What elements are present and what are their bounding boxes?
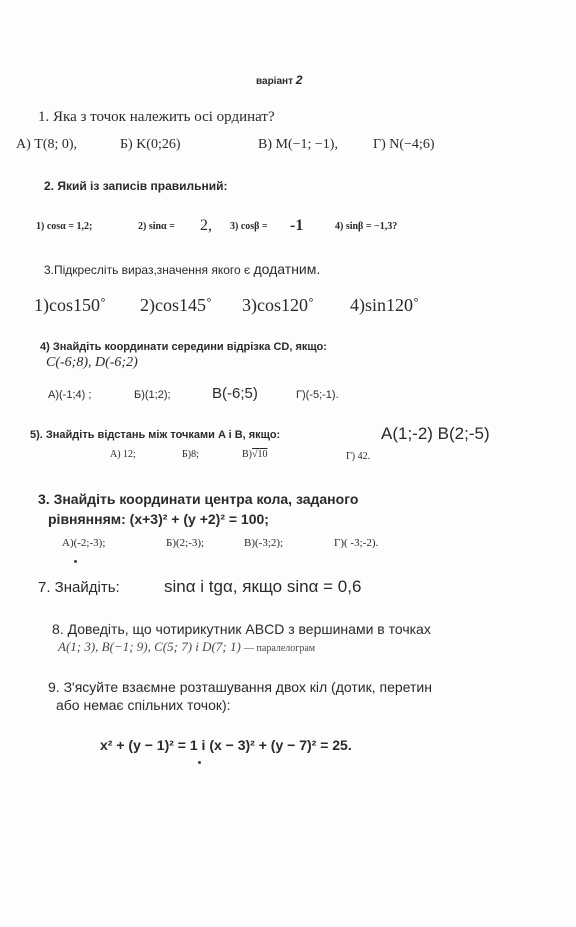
variant-label: варіант bbox=[256, 76, 293, 87]
q8-line1: 8. Доведіть, що чотирикутник ABCD з вершинами в точках bbox=[52, 621, 431, 637]
q4-question: 4) Знайдіть координати середини відрізка CD, якщо: bbox=[40, 341, 327, 353]
q5-option-a: А) 12; bbox=[110, 449, 136, 460]
q6-question-line2: рівнянням: (x+3)² + (y +2)² = 100; bbox=[48, 511, 269, 527]
q1-option-a: А) T(8; 0), bbox=[16, 137, 78, 152]
variant-number: 2 bbox=[295, 73, 303, 87]
q1-option-b: Б) K(0;26) bbox=[120, 137, 181, 152]
q4-option-c: В(-6;5) bbox=[212, 385, 258, 402]
q1-question: 1. Яка з точок належить осі ординат? bbox=[38, 109, 275, 125]
q5-points: A(1;-2) B(2;-5) bbox=[381, 424, 490, 443]
q5-option-c bbox=[242, 450, 268, 460]
q2-option-1: 1) cosα = 1,2; bbox=[36, 221, 93, 232]
q2-option-3-value: -1 bbox=[290, 217, 304, 234]
q1-option-d: Г) N(−4;6) bbox=[373, 137, 435, 152]
q5-option-b: Б)8; bbox=[182, 449, 199, 460]
q5-option-c-label: В) bbox=[242, 449, 252, 460]
q9-equation: x² + (y − 1)² = 1 і (x − 3)² + (y − 7)² = 25. bbox=[100, 737, 352, 753]
q3-option-4: 4)sin120˚ bbox=[350, 295, 419, 315]
q3-question-emphasis: додатним. bbox=[253, 261, 321, 277]
q3-question bbox=[44, 262, 320, 276]
ink-speck bbox=[198, 761, 201, 764]
q6-question-line1: 3. Знайдіть координати центра кола, заданого bbox=[38, 491, 359, 507]
q8-note: — паралелограм bbox=[244, 643, 316, 654]
q2-option-2: 2) sinα = bbox=[138, 221, 175, 232]
variant-title bbox=[256, 74, 302, 87]
q2-option-3: 3) cosβ = bbox=[230, 221, 268, 232]
q6-option-b: Б)(2;-3); bbox=[166, 537, 205, 549]
q2-option-4: 4) sinβ = −1,3? bbox=[335, 221, 398, 232]
q5-option-c-value: √10 bbox=[252, 449, 268, 460]
q2-question: 2. Який із записів правильний: bbox=[44, 179, 228, 193]
q7-expression: sinα і tgα, якщо sinα = 0,6 bbox=[164, 577, 362, 596]
q3-option-1: 1)cos150˚ bbox=[34, 295, 106, 315]
q3-option-2: 2)cos145˚ bbox=[140, 295, 212, 315]
q4-option-a: А)(-1;4) ; bbox=[48, 389, 92, 401]
q6-option-a: А)(-2;-3); bbox=[62, 537, 106, 549]
q2-option-2-value: 2, bbox=[200, 217, 212, 234]
q3-option-3: 3)cos120˚ bbox=[242, 295, 314, 315]
q7-question: 7. Знайдіть: bbox=[38, 579, 120, 596]
q4-option-b: Б)(1;2); bbox=[134, 389, 171, 401]
q4-option-d: Г)(-5;-1). bbox=[296, 389, 339, 401]
q6-option-c: В)(-3;2); bbox=[244, 537, 284, 549]
q3-question-text: 3.Підкресліть вираз,значення якого є bbox=[44, 263, 251, 277]
ink-speck bbox=[74, 560, 77, 563]
q9-line1: 9. З'ясуйте взаємне розташування двох кіл (дотик, перетин bbox=[48, 679, 432, 695]
q1-option-c: В) M(−1; −1), bbox=[258, 137, 338, 152]
q9-line2: або немає спільних точок): bbox=[56, 697, 231, 713]
q8-points: A(1; 3), B(−1; 9), C(5; 7) і D(7; 1) bbox=[58, 639, 241, 654]
q6-option-d: Г)( -3;-2). bbox=[334, 537, 379, 549]
q4-points: C(-6;8), D(-6;2) bbox=[46, 355, 138, 370]
q8-line2 bbox=[58, 640, 315, 654]
q5-option-d: Г) 42. bbox=[346, 451, 371, 462]
q5-question: 5). Знайдіть відстань між точками A і B, якщо: bbox=[30, 429, 281, 441]
